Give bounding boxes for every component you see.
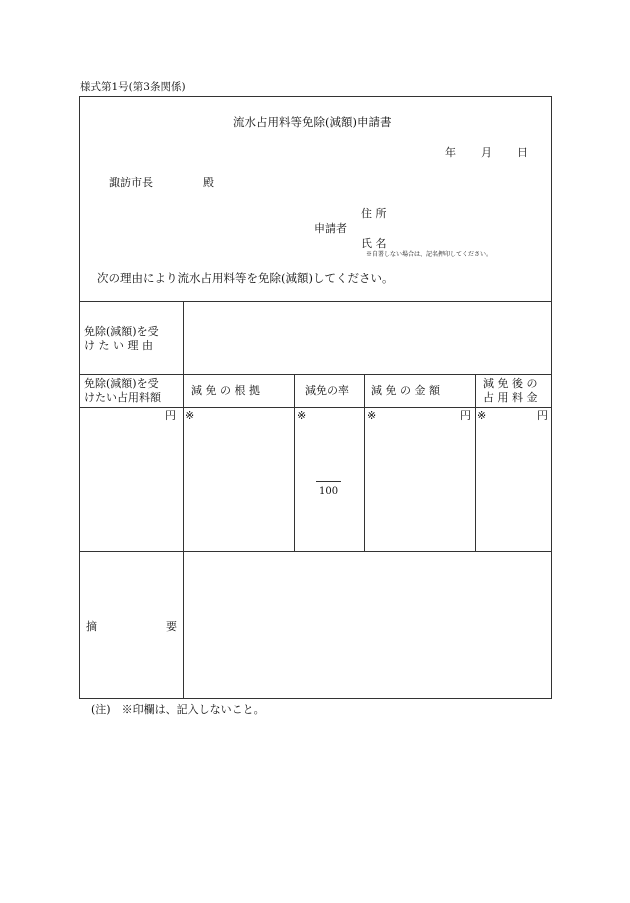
column-after: 減 免 後 の 占 用 料 金 xyxy=(483,377,538,404)
divider-columns xyxy=(79,407,552,408)
column-amount: 減 免 の 金 額 xyxy=(371,384,440,397)
divider-reason xyxy=(79,374,552,375)
fraction-bar xyxy=(316,481,341,482)
amount-yen-unit: 円 xyxy=(460,409,471,422)
divider-basis-rate xyxy=(294,374,295,551)
divider-fee xyxy=(79,551,552,552)
divider-label-column xyxy=(183,301,184,698)
summary-label-second: 要 xyxy=(166,620,177,633)
form-title: 流水占用料等免除(減額)申請書 xyxy=(233,115,392,129)
date-month-label: 月 xyxy=(481,146,492,159)
footnote: (注) ※印欄は、記入しないこと。 xyxy=(91,703,265,716)
date-day-label: 日 xyxy=(517,146,528,159)
basis-mark: ※ xyxy=(185,409,195,422)
rate-mark: ※ xyxy=(297,409,307,422)
column-basis: 減 免 の 根 拠 xyxy=(191,384,260,397)
request-text: 次の理由により流水占用料等を免除(減額)してください。 xyxy=(97,271,394,285)
seal-note: ※自署しない場合は、記名押印してください。 xyxy=(366,251,493,258)
after-mark: ※ xyxy=(477,409,487,422)
divider-header xyxy=(79,301,552,302)
fee-label: 免除(減額)を受 けたい占用料額 xyxy=(84,377,161,404)
divider-amount-after xyxy=(475,374,476,551)
reason-label: 免除(減額)を受 け た い 理 由 xyxy=(84,325,159,352)
addressee-honorific: 殿 xyxy=(203,176,214,189)
applicant-address-label: 住 所 xyxy=(361,207,387,220)
applicant-name-label: 氏 名 xyxy=(361,237,387,250)
column-rate: 減免の率 xyxy=(305,384,349,397)
form-id: 様式第1号(第3条関係) xyxy=(80,81,186,93)
fraction-denominator: 100 xyxy=(319,486,339,497)
fee-yen-unit: 円 xyxy=(165,409,176,422)
applicant-label: 申請者 xyxy=(314,222,347,235)
after-yen-unit: 円 xyxy=(537,409,548,422)
divider-rate-amount xyxy=(364,374,365,551)
amount-mark: ※ xyxy=(367,409,377,422)
summary-label-first: 摘 xyxy=(86,620,97,633)
addressee-name: 諏訪市長 xyxy=(109,176,153,189)
date-year-label: 年 xyxy=(445,146,456,159)
